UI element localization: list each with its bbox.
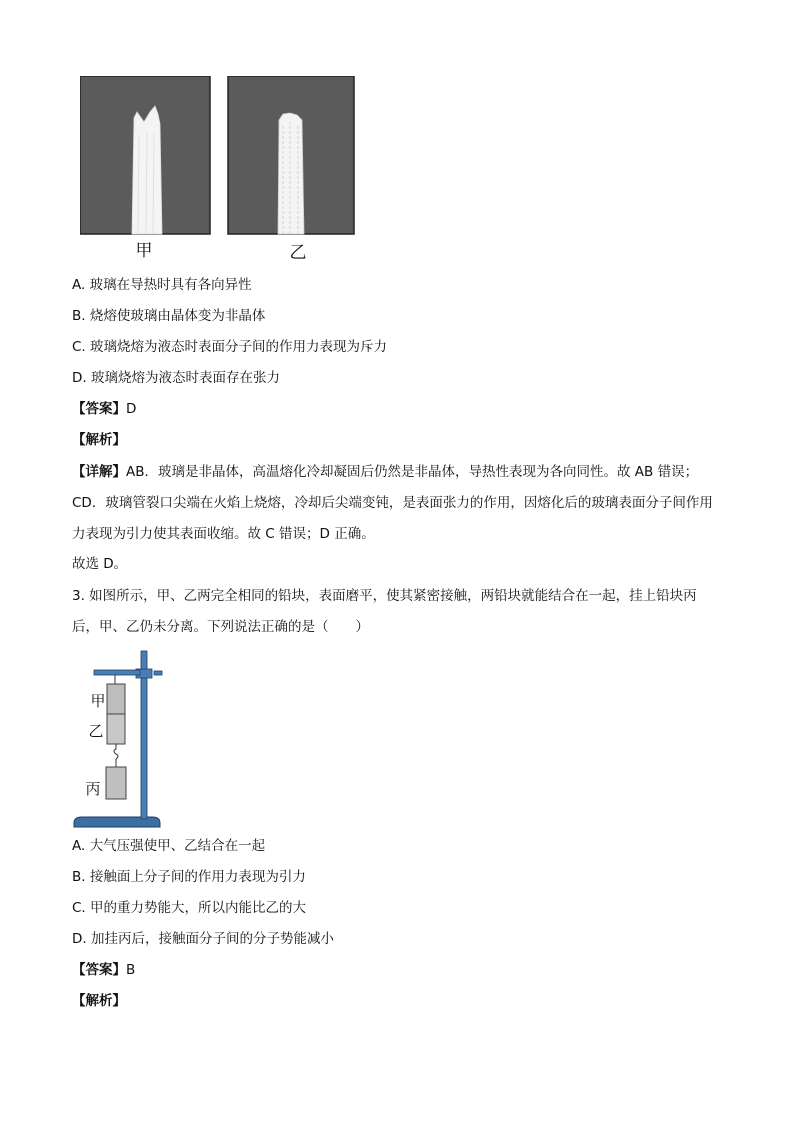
detail-text: AB．玻璃是非晶体，高温熔化冷却凝固后仍然是非晶体，导热性表现为各向同性。故 AB 错误；CD．玻璃管裂口尖端在火焰上烧熔，冷却后尖端变钝，是表面张力的作用，因熔化后的玻璃表面分子间作用力表现为引力使其表面收缩。故 C 错误；D 正确。 xyxy=(72,464,713,542)
answer-value: D xyxy=(126,401,137,417)
figure-label-yi: 乙 xyxy=(289,243,307,262)
q3-option-a: A. 大气压强使甲、乙结合在一起 xyxy=(72,838,266,854)
figure-label-jia: 甲 xyxy=(135,241,153,261)
q2-conclusion: 故选 D。 xyxy=(72,556,128,572)
q2-option-b: B. 烧熔使玻璃由晶体变为非晶体 xyxy=(72,308,266,324)
q2-option-d: D. 玻璃烧熔为液态时表面存在张力 xyxy=(72,370,280,386)
q3-option-d: D. 加挂丙后，接触面分子间的分子势能减小 xyxy=(72,931,334,947)
label-jia: 甲 xyxy=(90,692,106,710)
analysis-tag: 【解析】 xyxy=(72,432,126,448)
q2-detail-paragraph xyxy=(72,457,722,550)
q2-answer-line xyxy=(72,399,136,419)
answer-tag: 【答案】 xyxy=(72,962,126,978)
label-bing: 丙 xyxy=(85,780,101,798)
analysis-tag: 【解析】 xyxy=(72,993,126,1009)
detail-tag: 【详解】 xyxy=(72,464,126,480)
q3-option-c: C. 甲的重力势能大，所以内能比乙的大 xyxy=(72,900,307,916)
lead-blocks-stand-figure xyxy=(72,643,172,831)
q3-stem: 3. 如图所示，甲、乙两完全相同的铅块，表面磨平，使其紧密接触，两铅块就能结合在一起，挂上铅块丙后，甲、乙仍未分离。下列说法正确的是（ ） xyxy=(72,588,697,635)
glass-tube-jia-panel xyxy=(80,76,210,234)
q2-option-a: A. 玻璃在导热时具有各向异性 xyxy=(72,277,252,293)
q2-option-c: C. 玻璃烧熔为液态时表面分子间的作用力表现为斥力 xyxy=(72,339,388,355)
answer-value: B xyxy=(126,962,136,978)
label-yi: 乙 xyxy=(88,722,104,740)
glass-tube-yi-panel xyxy=(228,76,354,234)
q3-answer-line xyxy=(72,960,135,980)
q3-option-b: B. 接触面上分子间的作用力表现为引力 xyxy=(72,869,306,885)
answer-tag: 【答案】 xyxy=(72,401,126,417)
glass-tube-figure xyxy=(80,76,370,262)
